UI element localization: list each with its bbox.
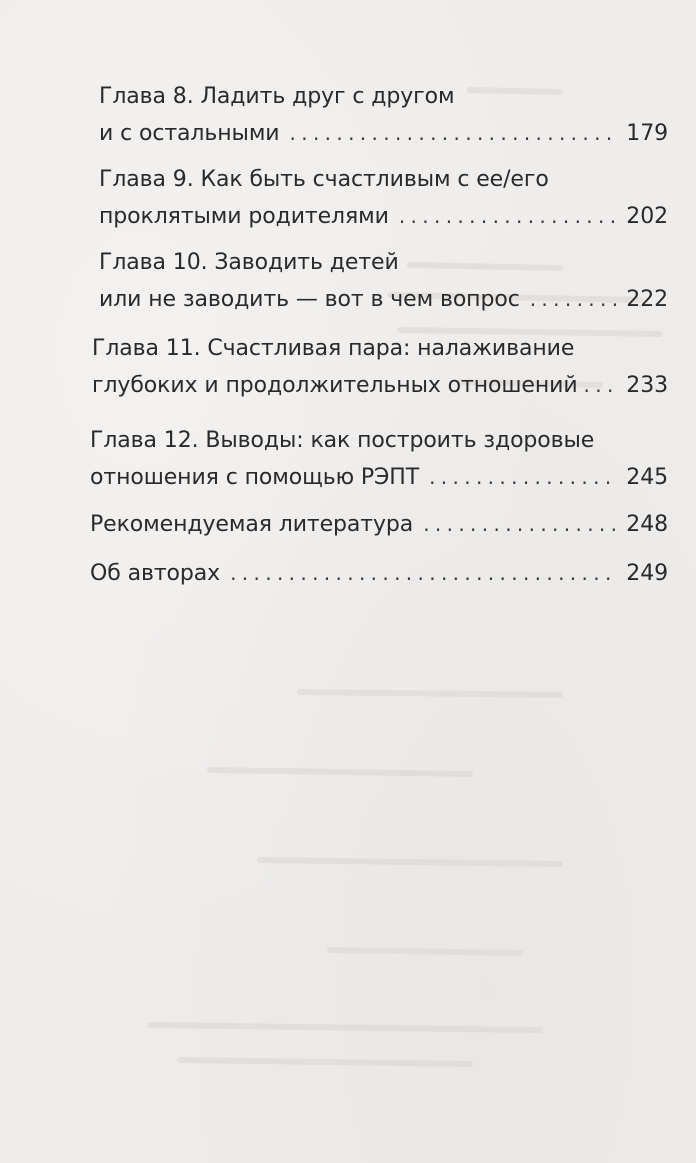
toc-entry-text: Рекомендуемая литература: [90, 512, 414, 537]
toc-entry-line: [99, 199, 668, 233]
toc-entry-text: Об авторах: [90, 561, 221, 586]
toc-entry-line: [90, 460, 668, 494]
toc-entry-text: отношения с помощью РЭПТ: [90, 465, 420, 490]
page-number: 233: [626, 373, 668, 398]
toc-entry-line: [99, 116, 668, 150]
toc-entry-heading: Глава 10. Заводить детей: [99, 250, 399, 275]
page-number: 222: [626, 287, 668, 312]
toc-entry-text: или не заводить — вот в чем вопрос: [99, 287, 520, 312]
toc-entry-text: глубоких и продолжительных отношений: [92, 373, 578, 398]
toc-entry-line: [92, 368, 668, 402]
leader-dots: [399, 199, 618, 233]
page-number: 249: [626, 561, 668, 586]
leader-dots: [584, 368, 619, 402]
toc-entry-line: [90, 507, 668, 541]
toc-entry-heading: Глава 8. Ладить друг с другом: [99, 84, 455, 109]
toc-entry-text: проклятыми родителями: [99, 204, 389, 229]
toc-entry-text: и с остальными: [99, 121, 280, 146]
toc-entry-heading: Глава 11. Счастливая пара: налаживание: [92, 336, 575, 361]
leader-dots: [230, 556, 618, 590]
page-number: 245: [626, 465, 668, 490]
leader-dots: [530, 282, 619, 316]
toc-entry-line: [90, 556, 668, 590]
page-number: 248: [626, 512, 668, 537]
leader-dots: [423, 507, 618, 541]
page-number: 179: [626, 121, 668, 146]
leader-dots: [290, 116, 619, 150]
toc-entry-heading: Глава 9. Как быть счастливым с ее/его: [99, 167, 549, 192]
leader-dots: [429, 460, 618, 494]
toc-entry-heading: Глава 12. Выводы: как построить здоровые: [90, 428, 595, 453]
page-number: 202: [626, 204, 668, 229]
toc-entry-line: [99, 282, 668, 316]
